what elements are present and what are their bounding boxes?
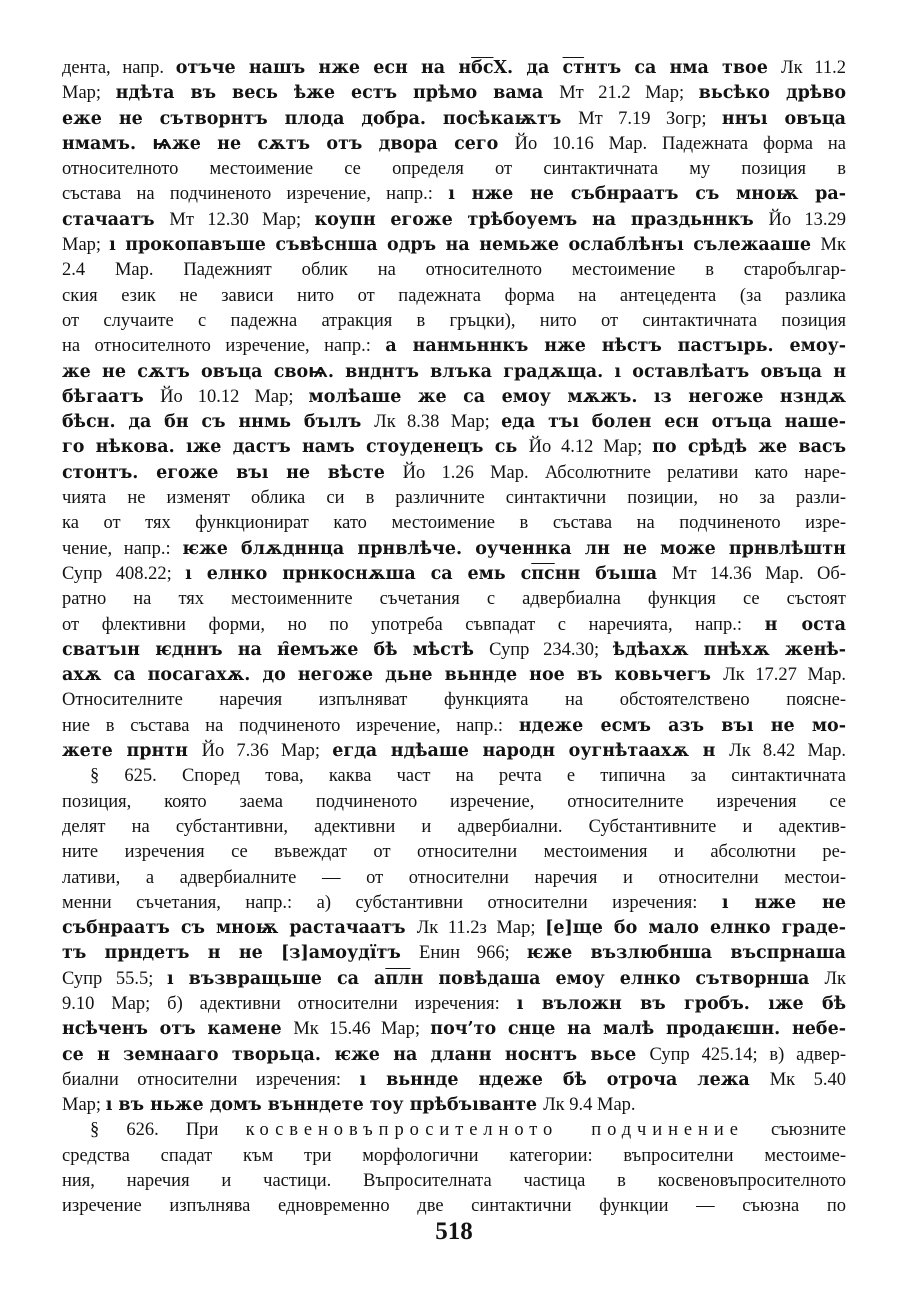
page-number: 518 [435,1218,473,1245]
text-line [62,334,846,359]
modern-text-segment: Енин 966; [419,943,527,964]
text-line [62,891,846,916]
text-line [62,562,846,587]
modern-text-segment: относителното местоимение се определя от синтактичната му позиция в [62,159,846,180]
modern-text-segment: позиция, която заема подчиненото изречение, относителните изречения се [62,791,846,812]
ocs-text-segment: ı въ ньже домъ вънндете тоу прѣбъıванте [105,1095,544,1116]
text-line [62,663,846,688]
text-line [62,511,846,536]
modern-text-segment: дента, напр. [62,58,176,78]
ocs-text-segment: ѣдѣахѫ пнѣхѫ женѣ- [612,639,846,660]
modern-text-segment: от случаите с падежна атракция в гръцки), нито от синтактичната позиция [62,310,846,331]
text-line [62,208,846,233]
modern-text-segment: делят на субстантивни, адективни и адвербиални. Субстантивните и адектив- [62,816,846,837]
modern-text-segment: Супр 55.5; [62,968,167,989]
text-line [62,1144,846,1169]
ocs-text-segment: стонтъ. егоже въı не вѣсте [62,462,403,483]
text-line [62,360,846,385]
ocs-text-segment: бѣгаатъ [62,386,161,407]
modern-text-segment: Лк 11.2 [781,58,846,78]
modern-text-segment: изречение изпълнява едновременно две синтактични функции — съюзна по [62,1196,846,1217]
text-line [62,385,846,410]
ocs-text-segment: бѣсн. да бн съ ннмь бъıлъ [62,412,375,433]
ocs-text-segment: ѥже възлюбнша въспрнаша [526,943,846,964]
modern-text-segment: Мк 5.40 [769,1069,846,1090]
modern-text-segment: Лк 8.42 Мар. [729,741,846,762]
modern-text-segment: Мт 7.19 Зогр; [578,108,722,129]
ocs-text-segment: егда ндѣаше народн оугнѣтаахѫ н [332,741,730,762]
modern-text-segment: Мар; [62,1095,106,1116]
modern-text-segment: Супр 425.14; в) адвер- [649,1044,846,1065]
modern-text-segment: от флективни форми, но по употреба съвпадат с наречията, напр.: [62,614,765,635]
modern-text-segment: § 626. При [90,1120,246,1141]
text-line [62,1017,846,1042]
modern-text-segment: Мк [820,235,846,256]
text-line [62,435,846,460]
modern-text-segment: състава на подчиненото изречение, напр.: [62,184,449,205]
modern-text-segment: Лк 9.4 Мар. [543,1095,636,1116]
text-line [62,309,846,334]
ocs-titlo-segment: ст [562,58,585,78]
ocs-text-segment: жете прнтн [62,741,202,762]
text-line [62,790,846,815]
modern-text-segment: Мар; [62,83,116,104]
ocs-text-segment: вьсѣко дрѣво [698,83,846,104]
ocs-text-segment: ндеже есмъ азъ въı не мо- [518,715,846,736]
ocs-titlo-segment: пл [385,968,411,989]
text-line [62,258,846,283]
modern-text-segment: съюзните [743,1120,846,1141]
modern-text-segment: Супр 408.22; [62,563,186,584]
ocs-text-segment: нсѣченъ отъ камене [62,1019,294,1040]
text-line [62,1194,846,1219]
modern-text-segment: Мар; [62,235,110,256]
ocs-text-segment: же не сѫтъ овъца своѩ. внднтъ влъка градѫща. ı оставлѣатъ овъца н [62,361,846,382]
ocs-text-segment: ı вьннде ндеже бѣ отроча лежа [359,1069,770,1090]
ocs-text-segment: н оста [764,614,846,635]
ocs-text-segment: ı елнко прнкоснѫша са емь с [185,563,532,584]
modern-text-segment: Лк [824,968,846,989]
modern-text-segment: чение, напр.: [62,538,183,559]
text-line [62,714,846,739]
modern-text-segment: Йо 4.12 Мар; [528,437,653,458]
text-line [62,537,846,562]
text-line [62,1043,846,1068]
text-line [62,56,846,81]
text-line [62,613,846,638]
ocs-text-segment: събнраатъ съ мноѭ растачаатъ [62,918,417,939]
modern-text-segment: чията не изменят облика си в различните синтактични позиции, но за разли- [62,488,846,509]
ocs-text-segment: коупн егоже трѣбоуемъ на праздьннкъ [314,209,769,230]
text-line [62,157,846,182]
ocs-text-segment: сватъıн ѥдннъ на н̑емъже бѣ мѣстѣ [62,639,490,660]
modern-text-segment: Мт 21.2 Мар; [559,83,699,104]
text-line [62,587,846,612]
modern-text-segment: Мт 14.36 Мар. Об- [672,563,846,584]
text-line [62,1068,846,1093]
ocs-text-segment: стачаатъ [62,209,170,230]
modern-text-segment: Лк 8.38 Мар; [374,412,502,433]
modern-text-segment: Лк 11.2з Мар; [416,918,546,939]
ocs-text-segment: ı нже не [721,892,846,913]
modern-text-segment: Мт 12.30 Мар; [169,209,315,230]
modern-text-segment: Йо 13.29 [768,209,846,230]
ocs-text-segment: еже не сътворнтъ плода добра. посѣкаѭтъ [62,108,579,129]
text-line [62,1118,846,1143]
text-line [62,739,846,764]
text-line [62,840,846,865]
text-line [62,688,846,713]
ocs-text-segment: а нанмьннкъ нже нѣстъ пастъıрь. емоу- [385,336,846,357]
ocs-text-segment: ı възвращьше са а [166,968,386,989]
ocs-text-segment: ахѫ са посагахѫ. до негоже дьне вьннде ное въ ковьчегъ [62,665,724,686]
text-line [62,866,846,891]
ocs-text-segment: ı нже не събнраатъ съ мноѭ ра- [448,184,846,205]
modern-text-segment: Относителните наречия изпълняват функцията на обстоятелствено поясне- [62,690,846,711]
modern-text-segment: биални относителни изречения: [62,1069,360,1090]
text-line [62,461,846,486]
modern-text-segment: ние в състава на подчиненото изречение, напр.: [62,715,519,736]
text-line [62,1169,846,1194]
text-line [62,132,846,157]
modern-text-segment: Лк 17.27 Мар. [723,665,846,686]
modern-text-segment: на относителното изречение, напр.: [62,336,386,357]
modern-text-segment: ния, наречия и частици. Въпросителната частица в косвеновъпросителното [62,1171,846,1192]
ocs-text-segment: нн бъıша [554,563,673,584]
text-line [62,284,846,309]
ocs-text-segment: поч’то снце на малѣ продаѥшн. небе- [430,1019,846,1040]
ocs-text-segment: молѣаше же са емоу мѫжъ. ıз негоже нзндѫ [308,386,846,407]
text-line [62,916,846,941]
ocs-text-segment: по срѣдѣ же васъ [652,437,846,458]
ocs-text-segment: н повѣдаша емоу елнко сътворнша [410,968,825,989]
ocs-text-segment: нтъ са нма твое [584,58,782,78]
text-line [62,182,846,207]
modern-text-segment: ка от тях функционират като местоимение в състава на подчиненото изре- [62,513,846,534]
ocs-text-segment: се н земнааго творьца. ѥже на дланн носнтъ вьсе [62,1044,650,1065]
ocs-text-segment: отъче нашъ нже есн на н [175,58,472,78]
text-line [62,233,846,258]
text-line [62,815,846,840]
modern-text-segment: средства спадат към три морфологични категории: въпросителни местоиме- [62,1145,846,1166]
ocs-text-segment: ннъı овъца [721,108,846,129]
modern-text-segment: Супр 234.30; [489,639,613,660]
modern-text-segment: Йо 7.36 Мар; [201,741,333,762]
modern-text-segment: Йо 1.26 Мар. Абсолютните релативи като наре- [402,462,846,483]
ocs-text-segment: тъ прндетъ н не [з]амоудїтъ [62,943,420,964]
ocs-text-segment: ı въложн въ гробъ. ıже бѣ [516,993,846,1014]
modern-text-segment: лативи, а адвербиалните — от относителни наречия и относителни местои- [62,867,846,888]
text-line [62,764,846,789]
modern-text-segment: Йо 10.16 Мар. Падежната форма на [514,133,846,154]
ocs-text-segment: ѥже блѫдннца прнвлѣче. оученнка лн не може прнвлѣштн [182,538,846,559]
text-line [62,410,846,435]
modern-text-segment: ратно на тях местоименните съчетания с адвербиална функция се състоят [62,589,846,610]
modern-text-segment: 2.4 Мар. Падежният облик на относителното местоимение в старобългар- [62,260,846,281]
text-line [62,486,846,511]
spaced-emphasis-segment: косвеновъпросителното подчинение [245,1120,744,1141]
text-line [62,941,846,966]
text-line [62,638,846,663]
text-line [62,81,846,106]
modern-text-segment: Мк 15.46 Мар; [293,1019,431,1040]
ocs-text-segment: Х. да [493,58,563,78]
ocs-text-segment: го нѣкова. ıже дастъ намъ стоуденецъ сь [62,437,529,458]
text-line [62,107,846,132]
ocs-text-segment: ндѣта въ весь ѣже естъ прѣмо вама [115,83,560,104]
text-line [62,1093,846,1118]
ocs-titlo-segment: пс [531,563,555,584]
modern-text-segment: ните изречения се въвеждат от относителни местоимения и абсолютни ре- [62,842,846,863]
modern-text-segment: ския език не зависи нито от падежната форма на антецедента (за разлика [62,285,846,306]
ocs-titlo-segment: бс [471,58,494,78]
ocs-text-segment: еда тъı болен есн отъца наше- [501,412,846,433]
ocs-text-segment: нмамъ. ѩже не сѫтъ отъ двора сего [62,133,515,154]
modern-text-segment: § 625. Според това, каква част на речта е типична за синтактичната [90,766,846,787]
modern-text-segment: Йо 10.12 Мар; [160,386,309,407]
modern-text-segment: 9.10 Мар; б) адективни относителни изречения: [62,993,517,1014]
modern-text-segment: менни съчетания, напр.: а) субстантивни относителни изречения: [62,892,722,913]
text-line [62,967,846,992]
ocs-text-segment: ı прокопавъше съвѣснша одръ на немьже ослаблѣнъı сълежааше [109,235,821,256]
ocs-text-segment: [е]ще бо мало елнко граде- [545,918,846,939]
body-text [62,56,846,1220]
text-line [62,992,846,1017]
